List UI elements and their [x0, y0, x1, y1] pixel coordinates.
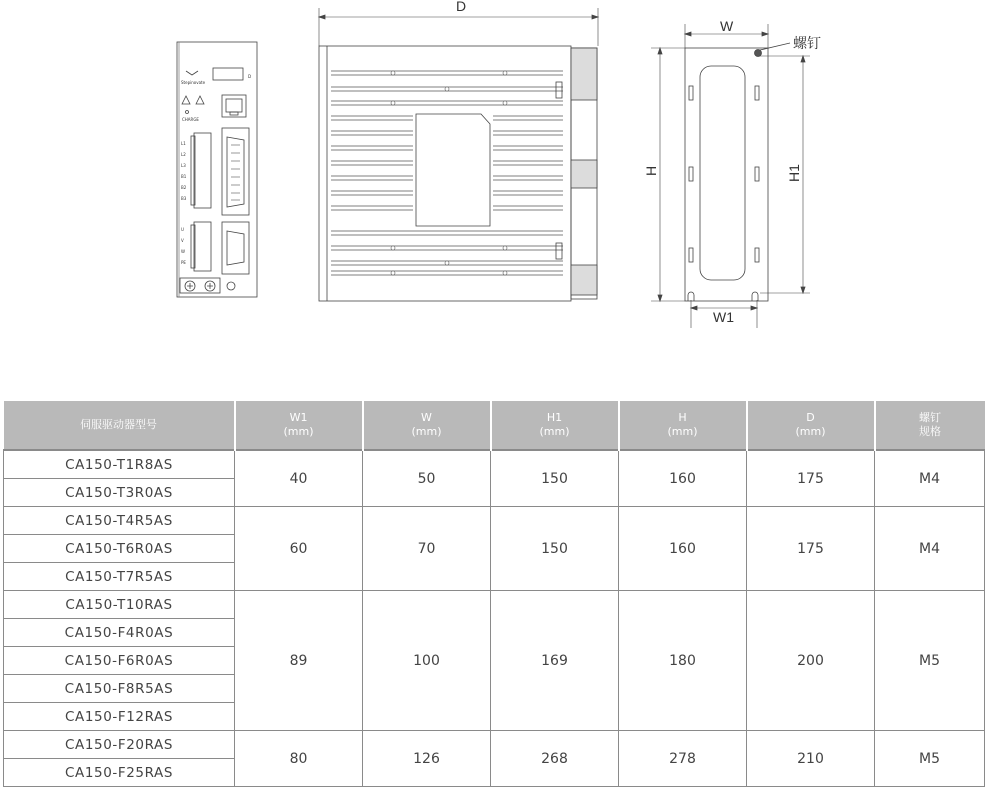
header-w: W (mm) [363, 401, 491, 450]
header-h: H (mm) [619, 401, 747, 450]
table-row [4, 591, 985, 619]
h1-cell: 150 [491, 507, 619, 591]
heatsink-fins-left [331, 71, 563, 275]
model-cell: CA150-T10RAS [4, 591, 235, 619]
table-row [4, 450, 985, 479]
svg-text:B1: B1 [181, 174, 187, 179]
header-w1: W1 (mm) [235, 401, 363, 450]
h-cell: 278 [619, 731, 747, 787]
w1-cell: 60 [235, 507, 363, 591]
dim-label-h1: H1 [786, 164, 802, 182]
model-cell: CA150-F12RAS [4, 703, 235, 731]
svg-text:PE: PE [181, 260, 186, 265]
dimension-drawing [0, 0, 986, 340]
w-cell: 70 [363, 507, 491, 591]
model-cell: CA150-F25RAS [4, 759, 235, 787]
model-cell: CA150-T6R0AS [4, 535, 235, 563]
table-header-row [4, 401, 985, 450]
svg-text:B3: B3 [181, 196, 187, 201]
d-cell: 210 [747, 731, 875, 787]
svg-text:L1: L1 [181, 141, 186, 146]
w-cell: 126 [363, 731, 491, 787]
header-model: 伺服驱动器型号 [4, 401, 235, 450]
screw-cell: M4 [875, 450, 985, 507]
w1-cell: 40 [235, 450, 363, 507]
front-terminal-labels [181, 141, 187, 265]
model-cell: CA150-T4R5AS [4, 507, 235, 535]
svg-text:U: U [181, 227, 184, 232]
screw-cell: M4 [875, 507, 985, 591]
h1-cell: 169 [491, 591, 619, 731]
w-cell: 50 [363, 450, 491, 507]
model-cell: CA150-F4R0AS [4, 619, 235, 647]
h-cell: 160 [619, 507, 747, 591]
model-cell: CA150-F8R5AS [4, 675, 235, 703]
model-cell: CA150-T1R8AS [4, 450, 235, 479]
header-d: D (mm) [747, 401, 875, 450]
brand-text: Stepinovate [181, 80, 206, 85]
svg-text:L3: L3 [181, 163, 186, 168]
side-view [319, 8, 598, 301]
model-cell: CA150-F20RAS [4, 731, 235, 759]
svg-text:L2: L2 [181, 152, 186, 157]
dim-label-d: D [456, 0, 467, 14]
d-cell: 200 [747, 591, 875, 731]
w-cell: 100 [363, 591, 491, 731]
d-cell: 175 [747, 450, 875, 507]
w1-cell: 89 [235, 591, 363, 731]
w1-cell: 80 [235, 731, 363, 787]
model-cell: CA150-T7R5AS [4, 563, 235, 591]
screw-cell: M5 [875, 731, 985, 787]
dim-label-w1: W1 [713, 309, 734, 325]
dim-label-h: H [643, 165, 659, 176]
table-row [4, 507, 985, 535]
screw-cell: M5 [875, 591, 985, 731]
charge-text: CHARGE [182, 117, 199, 122]
svg-text:B2: B2 [181, 185, 187, 190]
h1-cell: 268 [491, 731, 619, 787]
screw-label: 螺钉 [793, 35, 821, 51]
header-screw: 螺钉 规格 [875, 401, 985, 450]
dimension-spec-table [3, 401, 985, 787]
dim-label-w: W [720, 18, 734, 34]
svg-text:D: D [248, 74, 252, 79]
model-cell: CA150-T3R0AS [4, 479, 235, 507]
header-h1: H1 (mm) [491, 401, 619, 450]
h1-cell: 150 [491, 450, 619, 507]
svg-text:W: W [181, 249, 185, 254]
front-view [177, 42, 257, 297]
h-cell: 180 [619, 591, 747, 731]
d-cell: 175 [747, 507, 875, 591]
svg-text:V: V [181, 238, 184, 243]
h-cell: 160 [619, 450, 747, 507]
table-row [4, 731, 985, 759]
model-cell: CA150-F6R0AS [4, 647, 235, 675]
